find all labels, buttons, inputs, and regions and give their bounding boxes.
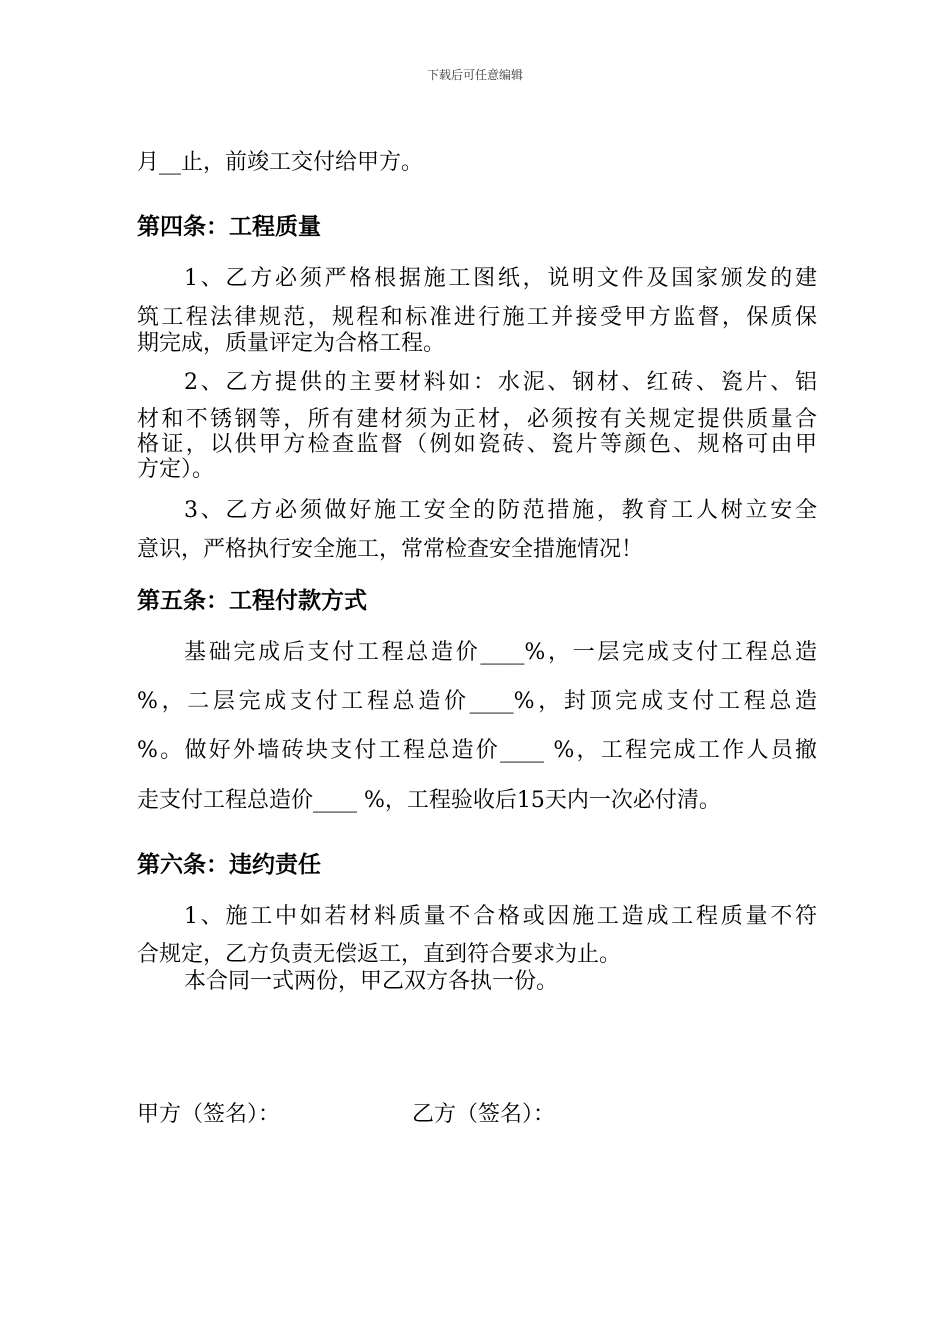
art6-p1-line1: 1、施工中如若材料质量不合格或因施工造成工程质量不符 bbox=[184, 904, 817, 929]
art5-line3: %。做好外墙砖块支付工程总造价____ %，工程完成工作人员撤 bbox=[137, 738, 817, 763]
page-header-note: 下载后可任意编辑 bbox=[426, 68, 523, 82]
art4-p1-line3: 期完成，质量评定为合格工程。 bbox=[137, 331, 446, 356]
art5-line1: 基础完成后支付工程总造价____%，一层完成支付工程总造 bbox=[184, 640, 817, 665]
art5-line2: %，二层完成支付工程总造价____%，封顶完成支付工程总造 bbox=[137, 689, 817, 714]
article-4-title: 第四条：工程质量 bbox=[137, 213, 321, 240]
art6-p1-line2: 合规定，乙方负责无偿返工，直到符合要求为止。 bbox=[137, 942, 622, 967]
art4-p2-line4: 方定）。 bbox=[137, 457, 215, 482]
art5-line4: 走支付工程总造价____ %，工程验收后15天内一次必付清。 bbox=[137, 788, 721, 813]
art4-p2-line3: 格证，以供甲方检查监督（例如瓷砖、瓷片等颜色、规格可由甲 bbox=[137, 432, 817, 457]
article-6-title: 第六条：违约责任 bbox=[137, 851, 321, 878]
article-5-title: 第五条：工程付款方式 bbox=[137, 587, 367, 614]
art4-p3-line2: 意识，严格执行安全施工，常常检查安全措施情况！ bbox=[137, 537, 644, 562]
art4-p2-line2: 材和不锈钢等，所有建材须为正材，必须按有关规定提供质量合 bbox=[137, 407, 817, 432]
art4-p1-line1: 1、乙方必须严格根据施工图纸，说明文件及国家颁发的建 bbox=[184, 266, 817, 291]
art4-p3-line1: 3、乙方必须做好施工安全的防范措施，教育工人树立安全 bbox=[184, 498, 817, 523]
intro-line: 月__止，前竣工交付给甲方。 bbox=[137, 150, 424, 175]
art4-p2-line1: 2、乙方提供的主要材料如：水泥、钢材、红砖、瓷片、铝 bbox=[184, 370, 817, 395]
art4-p1-line2: 筑工程法律规范，规程和标准进行施工并接受甲方监督，保质保 bbox=[137, 305, 817, 330]
art6-p2: 本合同一式两份，甲乙双方各执一份。 bbox=[184, 969, 559, 994]
party-b-signature-label: 乙方（签名）： bbox=[412, 1102, 556, 1127]
party-a-signature-label: 甲方（签名）： bbox=[137, 1102, 281, 1127]
